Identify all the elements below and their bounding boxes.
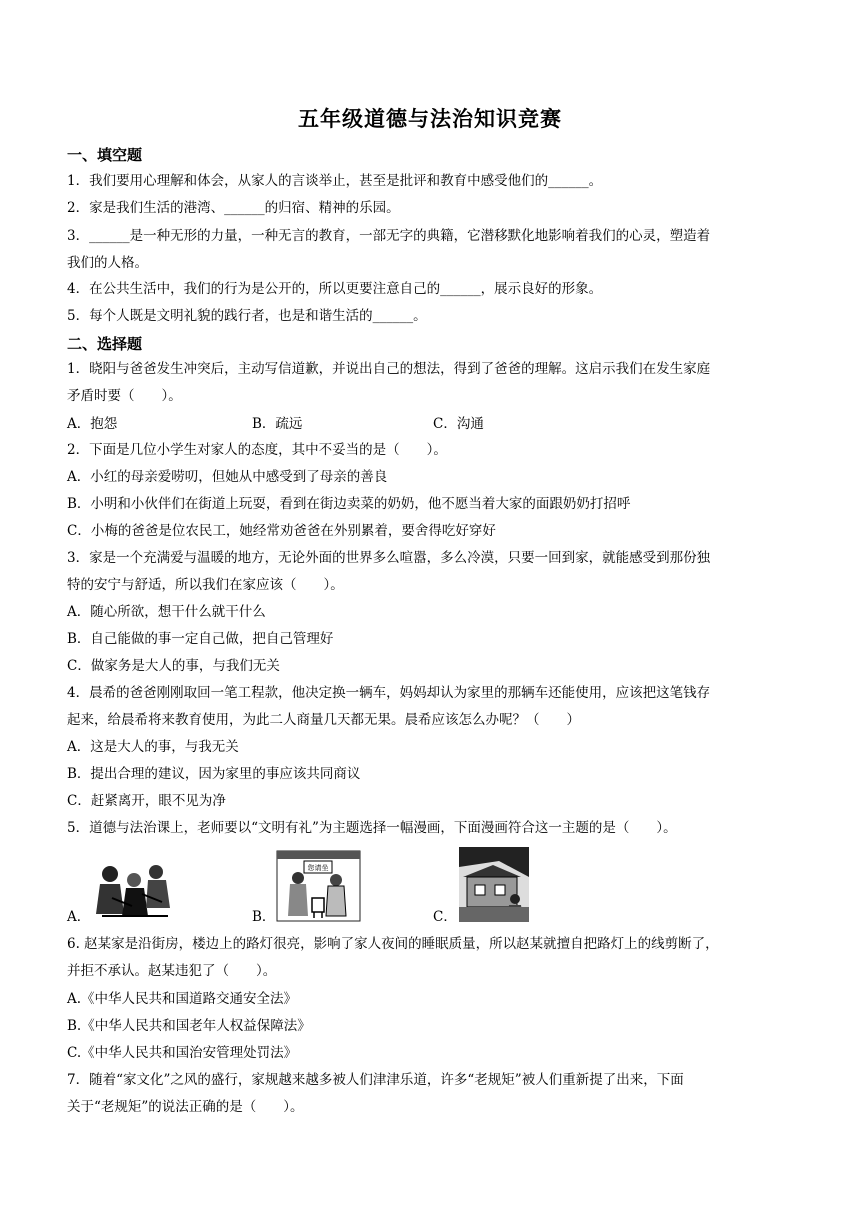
choice-q2-option-c: C．小梅的爸爸是位农民工，她经常劝爸爸在外别累着，要舍得吃好穿好 [67,523,496,539]
choice-q1-line-1: 1．晓阳与爸爸发生冲突后，主动写信道歉，并说出自己的想法，得到了爸爸的理解。这启示我们在发生家庭 [67,361,711,377]
cartoon-b-image [276,850,361,922]
fill-question-3-line-2: 我们的人格。 [67,255,148,271]
choice-q7-line-1: 7．随着“家文化”之风的盛行，家规越来越多被人们津津乐道，许多“老规矩”被人们重新提了出来，下面 [67,1072,684,1088]
fill-question-5: 5．每个人既是文明礼貌的践行者，也是和谐生活的______。 [67,308,427,324]
page-title: 五年级道德与法治知识竞赛 [298,106,562,131]
cartoon-c-image [459,847,529,922]
choice-q4-option-b: B．提出合理的建议，因为家里的事应该共同商议 [67,766,361,782]
choice-q1-option-a: A．抱怨 [67,416,118,432]
fill-question-3-line-1: 3．______是一种无形的力量，一种无言的教育，一部无字的典籍，它潜移默化地影响着我们的心灵，塑造着 [67,228,711,244]
choice-q6-option-a: A.《中华人民共和国道路交通安全法》 [67,991,298,1007]
choice-q3-option-b: B．自己能做的事一定自己做，把自己管理好 [67,631,334,647]
fill-question-2: 2．家是我们生活的港湾、______的归宿、精神的乐园。 [67,200,400,216]
fill-question-4: 4．在公共生活中，我们的行为是公开的，所以更要注意自己的______，展示良好的形象。 [67,281,603,297]
choice-q5-option-c: C． [433,909,457,925]
choice-q5-option-a: A． [67,909,91,925]
section-heading-choice: 二、选择题 [67,335,143,353]
choice-q1-line-2: 矛盾时要（ ）。 [67,388,182,404]
choice-q5-option-b: B． [252,909,276,925]
fill-question-1: 1．我们要用心理解和体会，从家人的言谈举止，甚至是批评和教育中感受他们的______。 [67,173,603,189]
choice-q1-option-b: B．疏远 [252,416,303,432]
choice-q2-option-a: A．小红的母亲爱唠叨，但她从中感受到了母亲的善良 [67,469,388,485]
choice-q3-line-1: 3．家是一个充满爱与温暖的地方，无论外面的世界多么喧嚣，多么冷漠，只要一回到家，就能感受到那份独 [67,550,711,566]
choice-q4-option-c: C．赶紧离开，眼不见为净 [67,793,226,809]
choice-q7-line-2: 关于“老规矩”的说法正确的是（ ）。 [67,1099,304,1115]
choice-q6-line-2: 并拒不承认。赵某违犯了（ ）。 [67,963,277,979]
choice-q6-option-c: C.《中华人民共和国治安管理处罚法》 [67,1045,298,1061]
choice-q4-option-a: A．这是大人的事，与我无关 [67,739,239,755]
choice-q6-line-1: 6. 赵某家是沿街房，楼边上的路灯很亮，影响了家人夜间的睡眠质量，所以赵某就擅自把路灯上的线剪断了， [67,936,719,952]
choice-q1-option-c: C．沟通 [433,416,484,432]
choice-q3-option-a: A．随心所欲，想干什么就干什么 [67,604,266,620]
cartoon-b-sign-text: 您请坐 [307,864,329,872]
choice-q6-option-b: B.《中华人民共和国老年人权益保障法》 [67,1018,311,1034]
choice-q3-option-c: C．做家务是大人的事，与我们无关 [67,658,280,674]
section-heading-fill: 一、填空题 [67,146,143,164]
choice-q2-option-b: B．小明和小伙伴们在街道上玩耍，看到在街边卖菜的奶奶，他不愿当着大家的面跟奶奶打招呼 [67,496,631,512]
choice-q4-line-1: 4．晨希的爸爸刚刚取回一笔工程款，他决定换一辆车，妈妈却认为家里的那辆车还能使用，应该把这笔钱存 [67,685,711,701]
cartoon-a-image [92,858,174,922]
choice-q4-line-2: 起来，给晨希将来教育使用，为此二人商量几天都无果。晨希应该怎么办呢？（ ） [67,712,580,728]
choice-q5-stem: 5．道德与法治课上，老师要以“文明有礼”为主题选择一幅漫画，下面漫画符合这一主题的是（ ）。 [67,820,677,836]
choice-q3-line-2: 特的安宁与舒适，所以我们在家应该（ ）。 [67,577,344,593]
choice-q2-stem: 2．下面是几位小学生对家人的态度，其中不妥当的是（ ）。 [67,442,447,458]
